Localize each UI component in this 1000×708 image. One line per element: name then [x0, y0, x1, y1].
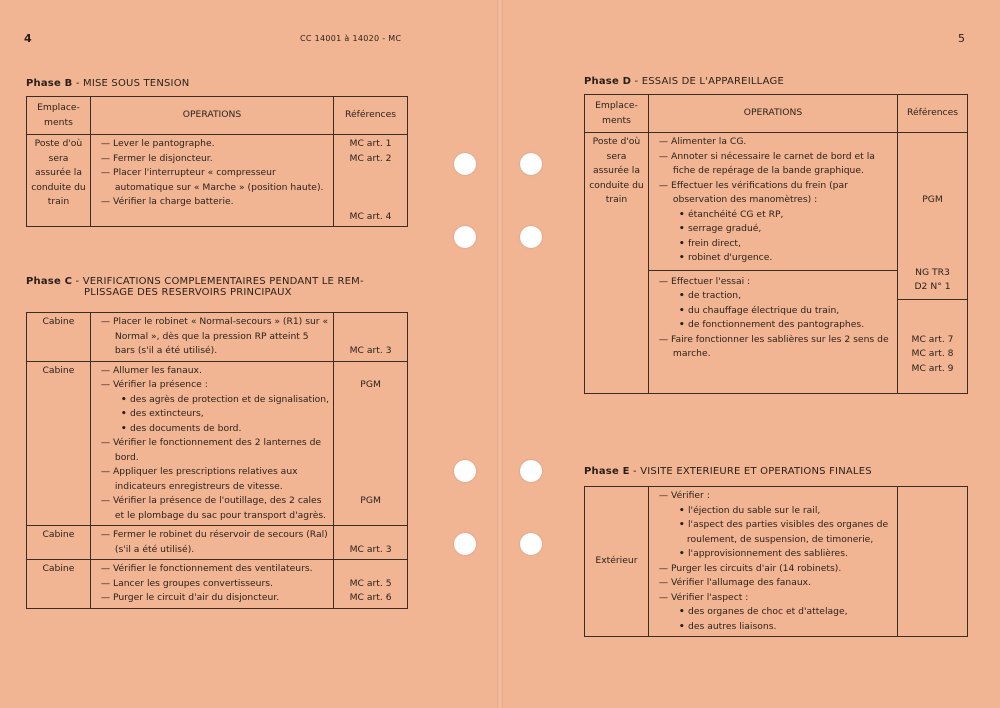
phase-e-heading: Phase E - VISITE EXTERIEURE ET OPERATIONS FINALES: [584, 466, 872, 477]
page-number: 4: [24, 32, 32, 45]
location-cell: Extérieur: [585, 487, 649, 637]
operations-cell: [90, 560, 333, 609]
references-cell: MC art. 1 MC art. 2 MC art. 4: [334, 135, 408, 227]
operation-item: — Fermer le robinet du réservoir de secours (Ral) (s'il a été utilisé).: [95, 528, 329, 557]
bullet-item: • des organes de choc et d'attelage,: [653, 605, 893, 620]
running-header: CC 14001 à 14020 - MC: [300, 34, 402, 43]
location-cell: Cabine: [27, 560, 91, 609]
binder-hole: [454, 460, 476, 482]
right-page: [504, 0, 1000, 708]
location-cell: Cabine: [27, 313, 91, 362]
phase-e-table: [584, 486, 968, 637]
references-group-b: MC art. 7 MC art. 8 MC art. 9: [911, 333, 954, 374]
operation-item: — Vérifier l'allumage des fanaux.: [653, 576, 893, 591]
operation-item: — Effectuer l'essai :: [653, 275, 893, 290]
references-cell: MC art. 5 MC art. 6: [334, 560, 408, 609]
binder-hole: [454, 153, 476, 175]
operation-item: — Allumer les fanaux.: [95, 364, 329, 379]
references-cell: [898, 487, 968, 637]
phase-title: VERIFICATIONS COMPLEMENTAIRES PENDANT LE REM-: [82, 276, 364, 287]
operation-item: — Vérifier la présence :: [95, 378, 329, 393]
operation-item: — Placer le robinet « Normal-secours » (R1) sur « Normal », dès que la pression RP atteint 5 bars (s'il a été utilisé).: [95, 315, 329, 359]
phase-label: Phase C: [26, 276, 73, 287]
operations-cell: [90, 526, 333, 560]
phase-c-heading: Phase C - VERIFICATIONS COMPLEMENTAIRES PENDANT LE REM- PLISSAGE DES RESERVOIRS PRINCIPAUX: [26, 276, 364, 298]
bullet-item: • des agrès de protection et de signalisation,: [95, 393, 329, 408]
location-cell: Cabine: [27, 526, 91, 560]
operations-cell: [90, 135, 333, 227]
operation-item: — Effectuer les vérifications du frein (par observation des manomètres) :: [653, 179, 893, 208]
bullet-item: • des autres liaisons.: [653, 620, 893, 635]
phase-title: ESSAIS DE L'APPAREILLAGE: [641, 76, 784, 87]
operation-item: — Appliquer les prescriptions relatives aux indicateurs enregistreurs de vitesse.: [95, 465, 329, 494]
bullet-item: • robinet d'urgence.: [653, 251, 893, 266]
table-row: [27, 361, 408, 526]
operation-item: — Vérifier la présence de l'outillage, des 2 cales et le plombage du sac pour transport d'agrès.: [95, 494, 329, 523]
references-cell: PGM PGM: [334, 361, 408, 526]
page-number: 5: [958, 32, 965, 45]
col-header-operations: OPERATIONS: [90, 97, 333, 135]
bullet-item: • frein direct,: [653, 237, 893, 252]
phase-label: Phase D: [584, 76, 632, 87]
operations-cell: [90, 361, 333, 526]
references-cell: MC art. 3: [334, 526, 408, 560]
operation-item: — Fermer le disjoncteur.: [95, 152, 329, 167]
bullet-item: • étanchéité CG et RP,: [653, 208, 893, 223]
col-header-locations: Emplace- ments: [585, 95, 649, 133]
operations-cell: [648, 133, 897, 394]
phase-c-table: [26, 312, 408, 609]
operation-item: — Lancer les groupes convertisseurs.: [95, 577, 329, 592]
bullet-item: • l'approvisionnement des sablières.: [653, 547, 893, 562]
location-cell: Cabine: [27, 361, 91, 526]
table-row: [27, 526, 408, 560]
bullet-item: • des documents de bord.: [95, 422, 329, 437]
operations-cell: [90, 313, 333, 362]
references-group-a: PGM NG TR3 D2 N° 1: [898, 148, 967, 300]
operation-item: — Alimenter la CG.: [653, 135, 893, 150]
operation-item: — Purger les circuits d'air (14 robinets).: [653, 562, 893, 577]
phase-d-table: [584, 94, 968, 394]
location-cell: Poste d'où sera assurée la conduite du train: [585, 133, 649, 394]
phase-b-heading: Phase B - MISE SOUS TENSION: [26, 78, 190, 89]
phase-d-heading: Phase D - ESSAIS DE L'APPAREILLAGE: [584, 76, 784, 87]
operation-item: — Vérifier la charge batterie.: [95, 195, 329, 210]
operation-item: — Faire fonctionner les sablières sur les 2 sens de marche.: [653, 333, 893, 362]
left-page: [0, 0, 496, 708]
phase-label: Phase E: [584, 466, 630, 477]
bullet-item: • serrage gradué,: [653, 222, 893, 237]
operation-item: — Vérifier l'aspect :: [653, 591, 893, 606]
col-header-locations: Emplace- ments: [27, 97, 91, 135]
bullet-item: • des extincteurs,: [95, 407, 329, 422]
phase-title: VISITE EXTERIEURE ET OPERATIONS FINALES: [640, 466, 872, 477]
binder-hole: [454, 226, 476, 248]
operation-item: — Vérifier :: [653, 489, 893, 504]
col-header-operations: OPERATIONS: [648, 95, 897, 133]
location-cell: Poste d'où sera assurée la conduite du train: [27, 135, 91, 227]
bullet-item: • de fonctionnement des pantographes.: [653, 318, 893, 333]
operation-item: — Purger le circuit d'air du disjoncteur.: [95, 591, 329, 606]
phase-label: Phase B: [26, 78, 73, 89]
operation-item: — Annoter si nécessaire le carnet de bord et la fiche de repérage de la bande graphique.: [653, 150, 893, 179]
col-header-references: Références: [334, 97, 408, 135]
operation-item: — Lever le pantographe.: [95, 137, 329, 152]
table-row: [27, 560, 408, 609]
bullet-item: • l'aspect des parties visibles des organes de roulement, de suspension, de timonerie,: [653, 518, 893, 547]
table-row: [27, 313, 408, 362]
operation-item: — Vérifier le fonctionnement des 2 lanternes de bord.: [95, 436, 329, 465]
bullet-item: • de traction,: [653, 289, 893, 304]
binder-hole: [454, 533, 476, 555]
references-cell: MC art. 3: [334, 313, 408, 362]
references-cell: [898, 133, 968, 394]
bullet-item: • l'éjection du sable sur le rail,: [653, 504, 893, 519]
phase-b-table: [26, 96, 408, 227]
page-fold: [497, 0, 503, 708]
col-header-references: Références: [898, 95, 968, 133]
operation-item: — Vérifier le fonctionnement des ventilateurs.: [95, 562, 329, 577]
phase-title: MISE SOUS TENSION: [83, 78, 190, 89]
bullet-item: • du chauffage électrique du train,: [653, 304, 893, 319]
operations-cell: [648, 487, 897, 637]
phase-title-continued: PLISSAGE DES RESERVOIRS PRINCIPAUX: [84, 287, 292, 298]
operation-item: — Placer l'interrupteur « compresseur automatique sur « Marche » (position haute).: [95, 166, 329, 195]
